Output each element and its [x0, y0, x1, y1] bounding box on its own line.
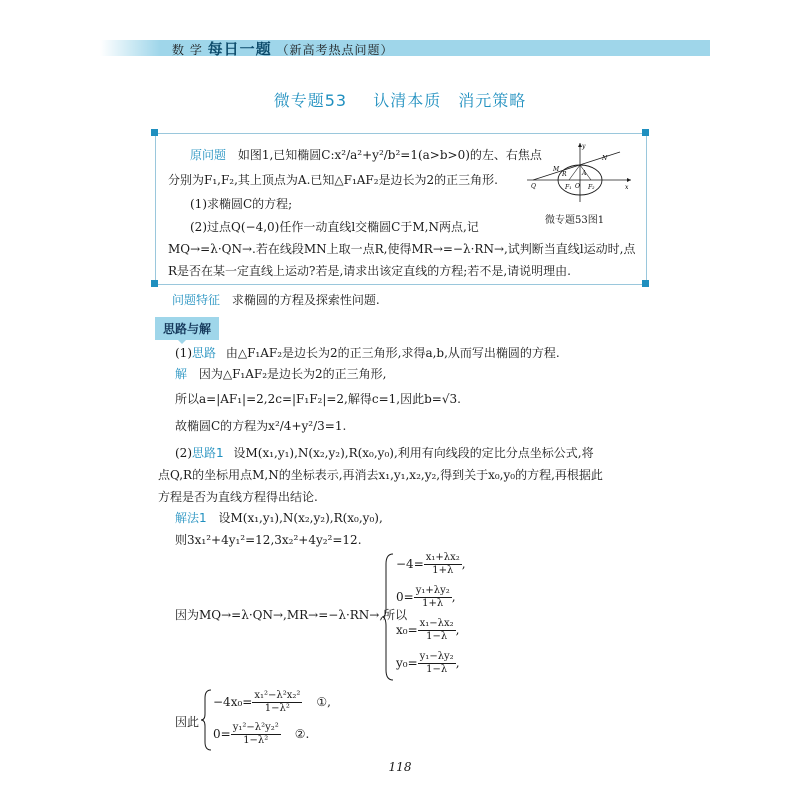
- header-subject: 数 学: [172, 43, 203, 57]
- triangle-left: [569, 165, 580, 180]
- system2-row-1-frac: [252, 690, 302, 715]
- box-corner-bottom-right: [642, 280, 649, 287]
- header-subtitle: （新高考热点问题）: [276, 43, 394, 57]
- part2-sol-label: 解法1: [175, 511, 207, 525]
- fig-label-o: O: [575, 183, 580, 190]
- part2-eq-line: 则3x₁²+4y₁²=12,3x₂²+4y₂²=12.: [175, 533, 362, 547]
- part2-idea-line-2: 点Q,R的坐标用点M,N的坐标表示,再消去x₁,y₁,x₂,y₂,得到关于x₀,y₀的方程,再根据此: [158, 468, 603, 482]
- system1-row-1-num: x₁+λx₂: [425, 552, 460, 563]
- system1-row-4-frac: [418, 651, 456, 676]
- page-number: 118: [388, 760, 412, 774]
- title-number: 微专题53: [273, 91, 348, 110]
- system2-row-1: [213, 690, 331, 722]
- system1-row-2-frac: [414, 585, 452, 610]
- problem-line-6: R是否在某一定直线上运动?若是,请求出该定直线的方程;若不是,请说明理由.: [168, 264, 571, 278]
- system1: [396, 552, 466, 684]
- part1-prefix: (1): [175, 346, 192, 360]
- box-corner-bottom-left: [151, 280, 158, 287]
- header-brand: 每日一题: [207, 40, 272, 58]
- fig-label-n: N: [602, 155, 608, 162]
- system1-row-3-tail: ,: [455, 623, 460, 637]
- part2-hence: 因此: [175, 715, 200, 729]
- part2-idea-line-3: 方程是否为直线方程得出结论.: [158, 490, 318, 504]
- part2-solution-line: [175, 508, 383, 528]
- problem-line-5: MQ→=λ·QN→.若在线段MN上取一点R,使得MR→=−λ·RN→,试判断当直线l运动时,点: [168, 242, 636, 256]
- title-text: 认清本质 消元策略: [373, 91, 527, 110]
- part1-sol-text: 因为△F₁AF₂是边长为2的正三角形,: [198, 367, 387, 381]
- part2-because: 因为MQ→=λ·QN→,MR→=−λ·RN→,所以: [175, 608, 408, 622]
- system1-row-3: [396, 618, 466, 651]
- part2-idea-line-1: [175, 443, 594, 463]
- fig-label-y: y: [582, 143, 586, 150]
- fig-label-m: M: [553, 166, 560, 173]
- system2-row-1-tail: ①,: [316, 695, 331, 709]
- system1-row-2-tail: ,: [451, 590, 456, 604]
- system1-row-1-tail: ,: [461, 557, 466, 571]
- system2-row-2-den: 1−λ²: [243, 735, 269, 746]
- part1-idea-line: [175, 343, 560, 363]
- system1-row-4-lhs: y₀=: [396, 656, 418, 670]
- fig-label-x: x: [625, 184, 629, 191]
- system2-row-2-tail: ②.: [294, 727, 310, 741]
- system1-row-3-frac: [418, 618, 456, 643]
- problem-line-1: [190, 145, 542, 165]
- system2-brace: [200, 688, 212, 752]
- part1-solution-line: [175, 364, 386, 384]
- part1-line-b: 故椭圆C的方程为x²/4+y²/3=1.: [175, 419, 347, 433]
- problem-line-4: (2)过点Q(−4,0)任作一动直线l交椭圆C于M,N两点,记: [190, 220, 479, 234]
- system1-row-3-num: x₁−λx₂: [419, 618, 454, 629]
- running-header: [172, 38, 394, 59]
- system2-row-1-lhs: −4x₀=: [213, 695, 253, 709]
- part1-idea-text: 由△F₁AF₂是边长为2的正三角形,求得a,b,从而写出椭圆的方程.: [225, 346, 560, 360]
- x-axis-arrow: [627, 178, 631, 182]
- figure-caption: 微专题53图1: [545, 215, 605, 226]
- ellipse-figure: [525, 140, 635, 205]
- system2-row-1-num: x₁²−λ²x₂²: [254, 690, 301, 701]
- problem-line-2: 分别为F₁,F₂,其上顶点为A.已知△F₁AF₂是边长为2的正三角形.: [168, 173, 499, 187]
- system1-row-3-lhs: x₀=: [396, 623, 418, 637]
- feature-line: [172, 290, 380, 310]
- box-corner-top-right: [642, 129, 649, 136]
- feature-text: 求椭圆的方程及探索性问题.: [231, 293, 380, 307]
- system1-row-1-frac: [424, 552, 462, 577]
- part2-idea-text-1: 设M(x₁,y₁),N(x₂,y₂),R(x₀,y₀),利用有向线段的定比分点坐标公式,将: [233, 446, 594, 460]
- fig-label-f1: F₁: [565, 184, 572, 191]
- page-title: [0, 88, 800, 111]
- system1-row-4-tail: ,: [455, 656, 460, 670]
- system1-row-4: [396, 651, 466, 684]
- fig-label-r: R: [562, 171, 567, 178]
- part1-sol-label: 解: [175, 367, 188, 381]
- system1-row-1-den: 1+λ: [432, 565, 454, 576]
- system1-row-1: [396, 552, 466, 585]
- fig-label-a: A: [582, 170, 587, 177]
- box-corner-top-left: [151, 129, 158, 136]
- problem-line-3: (1)求椭圆C的方程;: [190, 197, 293, 211]
- fig-label-q: Q: [531, 183, 536, 190]
- system1-row-4-den: 1−λ: [426, 664, 448, 675]
- fig-label-f2: F₂: [588, 184, 595, 191]
- feature-label: 问题特征: [172, 293, 221, 307]
- problem-text-1: 如图1,已知椭圆C:x²/a²+y²/b²=1(a>b>0)的左、右焦点: [237, 148, 542, 162]
- part2-prefix: (2): [175, 446, 192, 460]
- system2-row-2: [213, 722, 331, 754]
- part2-idea-label: 思路1: [192, 446, 224, 460]
- system1-row-2-num: y₁+λy₂: [415, 585, 450, 596]
- problem-label: 原问题: [190, 148, 227, 162]
- system2-row-2-lhs: 0=: [213, 727, 231, 741]
- system1-row-3-den: 1−λ: [426, 631, 448, 642]
- system2-row-2-frac: [231, 722, 281, 747]
- system1-row-1-lhs: −4=: [396, 557, 424, 571]
- section-tag: 思路与解: [155, 317, 219, 340]
- part2-sol-text: 设M(x₁,y₁),N(x₂,y₂),R(x₀,y₀),: [218, 511, 383, 525]
- system2: [213, 690, 331, 754]
- system1-row-2-den: 1+λ: [422, 598, 444, 609]
- part1-idea-label: 思路: [192, 346, 217, 360]
- system1-brace: [382, 552, 394, 682]
- system1-row-2-lhs: 0=: [396, 590, 414, 604]
- system2-row-1-den: 1−λ²: [264, 703, 290, 714]
- system1-row-4-num: y₁−λy₂: [419, 651, 454, 662]
- system2-row-2-num: y₁²−λ²y₂²: [232, 722, 279, 733]
- system1-row-2: [396, 585, 466, 618]
- part1-line-a: 所以a=|AF₁|=2,2c=|F₁F₂|=2,解得c=1,因此b=√3.: [175, 392, 461, 406]
